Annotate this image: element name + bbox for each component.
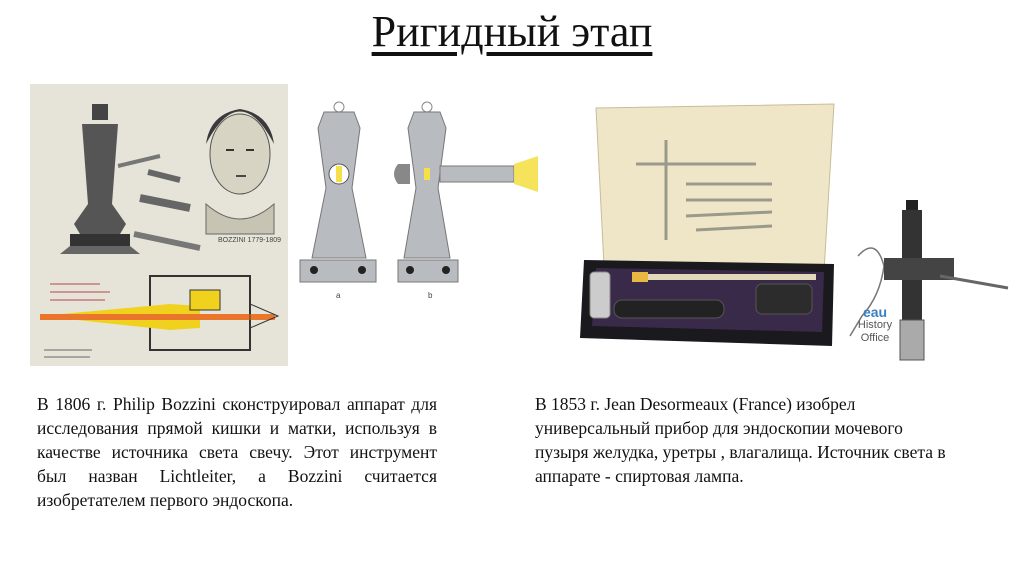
bozzini-paragraph: В 1806 г. Philip Bozzini сконструировал аппарат для исследования прямой кишки и матки, используя в качестве источника света свечу. Этот инструмент был назван Lichtleiter, а Bozzini считается изобретателем первого эндоскопа. [37,394,437,510]
lichtleiter-cross-section [40,276,278,357]
watermark-text-history: History [857,319,893,331]
watermark-logo: eau [862,304,888,320]
watermark-text-office: Office [860,332,890,344]
diagram-label-b: b [428,291,433,300]
slide-title: Ригидный этап [371,7,653,56]
schematic-side-view [394,102,538,282]
lichtleiter-drawing [60,104,200,254]
desormeaux-case-image [576,100,840,352]
bozzini-plate-image [30,84,288,366]
schematic-front-view [300,102,376,282]
diagram-label-a: a [336,291,341,300]
bozzini-caption: BOZZINI 1779-1809 [218,237,282,244]
lichtleiter-schematic-image [290,98,540,308]
bozzini-portrait [206,109,274,234]
desormeaux-assembled-image [840,196,1016,366]
desormeaux-paragraph: В 1853 г. Jean Desormeaux (France) изобрел универсальный прибор для эндоскопии мочевого пузыря желудка, уретры , влагалища. Источник света в аппарате - спиртовая лампа. [535,394,946,486]
